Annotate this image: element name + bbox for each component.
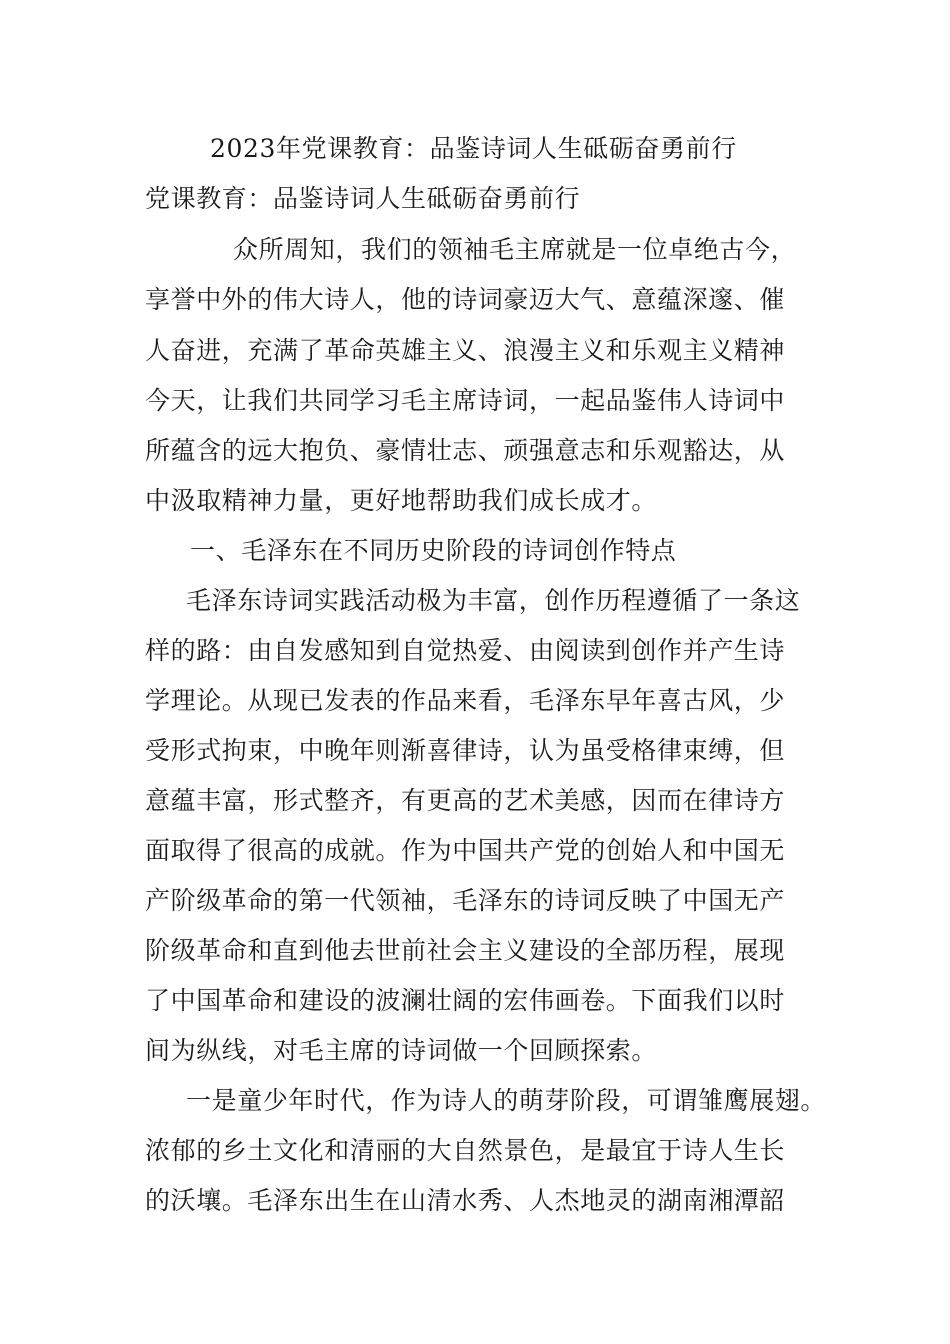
paragraph-line: 的沃壤。毛泽东出生在山清水秀、人杰地灵的湖南湘潭韶 (145, 1186, 786, 1215)
paragraph-line: 一是童少年时代，作为诗人的萌芽阶段，可谓雏鹰展翅。 (186, 1086, 827, 1115)
paragraph-line: 阶级革命和直到他去世前社会主义建设的全部历程，展现 (145, 936, 786, 965)
paragraph-line: 样的路：由自发感知到自觉热爱、由阅读到创作并产生诗 (145, 636, 786, 665)
section-heading: 一、毛泽东在不同历史阶段的诗词创作特点 (190, 536, 677, 565)
paragraph-line: 面取得了很高的成就。作为中国共产党的创始人和中国无 (145, 836, 786, 865)
paragraph-line: 浓郁的乡土文化和清丽的大自然景色，是最宜于诗人生长 (145, 1136, 786, 1165)
paragraph-line: 学理论。从现已发表的作品来看，毛泽东早年喜古风，少 (145, 686, 786, 715)
paragraph-line: 人奋进，充满了革命英雄主义、浪漫主义和乐观主义精神 (145, 336, 786, 365)
paragraph-line: 意蕴丰富，形式整齐，有更高的艺术美感，因而在律诗方 (145, 786, 786, 815)
document-title: 2023年党课教育：品鉴诗词人生砥砺奋勇前行 (210, 134, 737, 163)
paragraph-line: 众所周知，我们的领袖毛主席就是一位卓绝古今， (233, 235, 797, 264)
paragraph-line: 毛泽东诗词实践活动极为丰富，创作历程遵循了一条这 (186, 586, 801, 615)
paragraph-line: 受形式拘束，中晚年则渐喜律诗，认为虽受格律束缚，但 (145, 736, 786, 765)
paragraph-line: 享誉中外的伟大诗人，他的诗词豪迈大气、意蕴深邃、催 (145, 285, 786, 314)
paragraph-line: 所蕴含的远大抱负、豪情壮志、顽强意志和乐观豁达，从 (145, 436, 786, 465)
paragraph-line: 中汲取精神力量，更好地帮助我们成长成才。 (145, 486, 658, 515)
paragraph-line: 产阶级革命的第一代领袖，毛泽东的诗词反映了中国无产 (145, 886, 786, 915)
paragraph-line: 今天，让我们共同学习毛主席诗词，一起品鉴伟人诗词中 (145, 386, 786, 415)
paragraph-line: 间为纵线，对毛主席的诗词做一个回顾探索。 (145, 1036, 658, 1065)
document-subtitle: 党课教育：品鉴诗词人生砥砺奋勇前行 (145, 184, 581, 213)
paragraph-line: 了中国革命和建设的波澜壮阔的宏伟画卷。下面我们以时 (145, 986, 786, 1015)
